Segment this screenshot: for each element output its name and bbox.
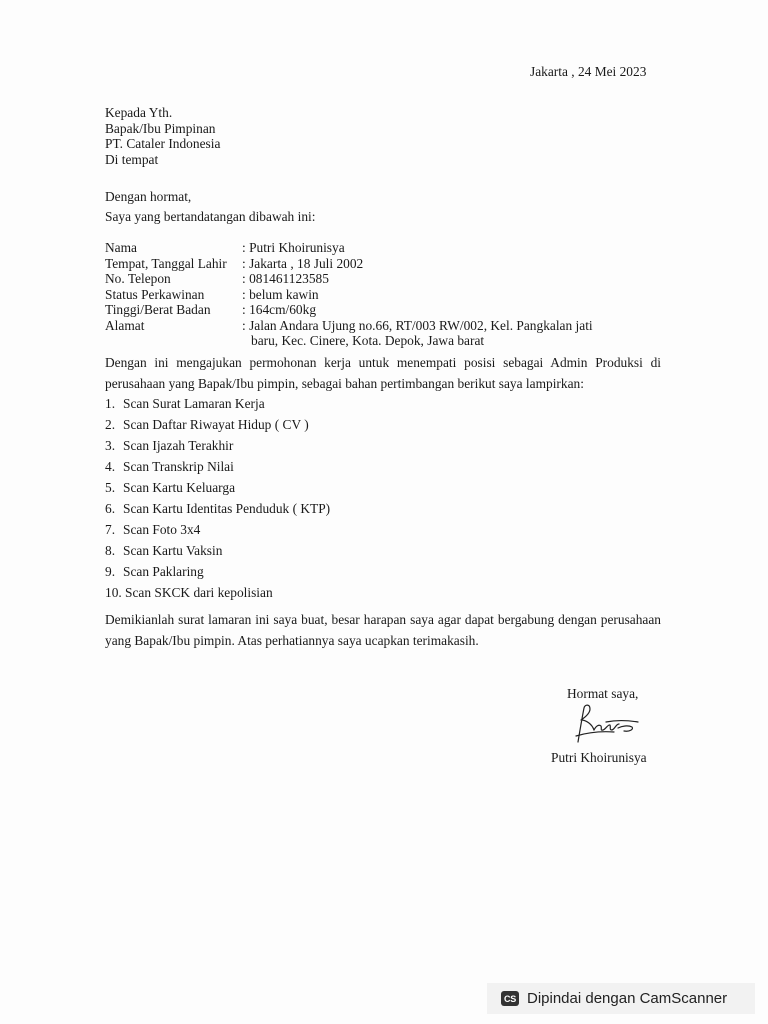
recipient-line: Bapak/Ibu Pimpinan — [105, 120, 216, 136]
camscanner-footer — [487, 983, 755, 1014]
list-number: 8. — [105, 543, 116, 558]
list-item — [105, 582, 330, 603]
list-number: 10. — [105, 585, 122, 600]
list-item — [105, 561, 330, 582]
camscanner-logo-icon: CS — [501, 991, 519, 1006]
info-row — [105, 240, 593, 256]
info-label: Tempat, Tanggal Lahir — [105, 255, 227, 271]
info-value: : belum kawin — [242, 286, 319, 302]
letter-date: Jakarta , 24 Mei 2023 — [530, 64, 647, 79]
list-item — [105, 393, 330, 414]
application-paragraph: Dengan ini mengajukan permohonan kerja untuk menempati posisi sebagai Admin Produksi di perusahaan yang Bapak/Ibu pimpin, sebagai bahan pertimbangan berikut saya lampirkan: — [105, 355, 661, 391]
intro-line: Saya yang bertandatangan dibawah ini: — [105, 209, 316, 224]
info-label: No. Telepon — [105, 271, 171, 286]
list-number: 9. — [105, 564, 116, 579]
info-row — [105, 302, 593, 318]
info-label: Alamat — [105, 317, 145, 333]
attachment-list — [105, 393, 330, 603]
recipient-line: Di tempat — [105, 151, 159, 167]
closing-paragraph: Demikianlah surat lamaran ini saya buat, besar harapan saya agar dapat bergabung dengan perusahaan yang Bapak/Ibu pimpin. Atas perhatiannya saya ucapkan terimakasih. — [105, 612, 661, 648]
list-text: Scan Foto 3x4 — [123, 522, 201, 537]
recipient-block — [105, 105, 220, 167]
list-item — [105, 519, 330, 540]
list-item — [105, 456, 330, 477]
list-number: 2. — [105, 417, 116, 432]
info-label: Nama — [105, 240, 137, 255]
info-value: : 081461123585 — [242, 271, 329, 286]
info-value-continued: baru, Kec. Cinere, Kota. Depok, Jawa barat — [251, 333, 485, 348]
list-text: Scan Kartu Keluarga — [123, 480, 236, 495]
closing-greeting: Hormat saya, — [567, 686, 639, 701]
list-item — [105, 498, 330, 519]
camscanner-text: Dipindai dengan CamScanner — [527, 990, 728, 1007]
list-number: 3. — [105, 438, 116, 453]
list-number: 4. — [105, 459, 116, 474]
info-value: : 164cm/60kg — [242, 302, 317, 317]
list-text: Scan Ijazah Terakhir — [123, 438, 234, 453]
list-number: 5. — [105, 480, 116, 495]
list-item — [105, 477, 330, 498]
list-number: 7. — [105, 522, 116, 537]
list-item — [105, 540, 330, 561]
list-text: Scan Transkrip Nilai — [123, 459, 234, 474]
list-text: Scan Kartu Identitas Penduduk ( KTP) — [123, 501, 331, 516]
info-value: : Jakarta , 18 Juli 2002 — [242, 255, 364, 271]
info-value: : Jalan Andara Ujung no.66, RT/003 RW/002, Kel. Pangkalan jati — [242, 317, 593, 333]
recipient-line: PT. Cataler Indonesia — [105, 136, 221, 151]
list-text: Scan Paklaring — [123, 564, 204, 579]
list-text: Scan Daftar Riwayat Hidup ( CV ) — [123, 417, 309, 432]
info-row — [105, 287, 593, 303]
info-label: Status Perkawinan — [105, 286, 205, 302]
salutation: Dengan hormat, — [105, 189, 192, 204]
list-number: 1. — [105, 396, 116, 411]
signer-name: Putri Khoirunisya — [551, 750, 647, 765]
personal-info — [105, 240, 593, 349]
recipient-line: Kepada Yth. — [105, 105, 173, 120]
list-text: Scan Kartu Vaksin — [123, 543, 223, 558]
info-label: Tinggi/Berat Badan — [105, 302, 211, 317]
list-item — [105, 435, 330, 456]
list-item — [105, 414, 330, 435]
signature-icon — [566, 700, 644, 746]
info-row — [105, 256, 593, 272]
info-row — [105, 318, 593, 334]
list-text: Scan SKCK dari kepolisian — [125, 585, 273, 600]
list-number: 6. — [105, 501, 116, 516]
info-row — [105, 271, 593, 287]
list-text: Scan Surat Lamaran Kerja — [123, 396, 265, 411]
info-value: : Putri Khoirunisya — [242, 240, 345, 255]
